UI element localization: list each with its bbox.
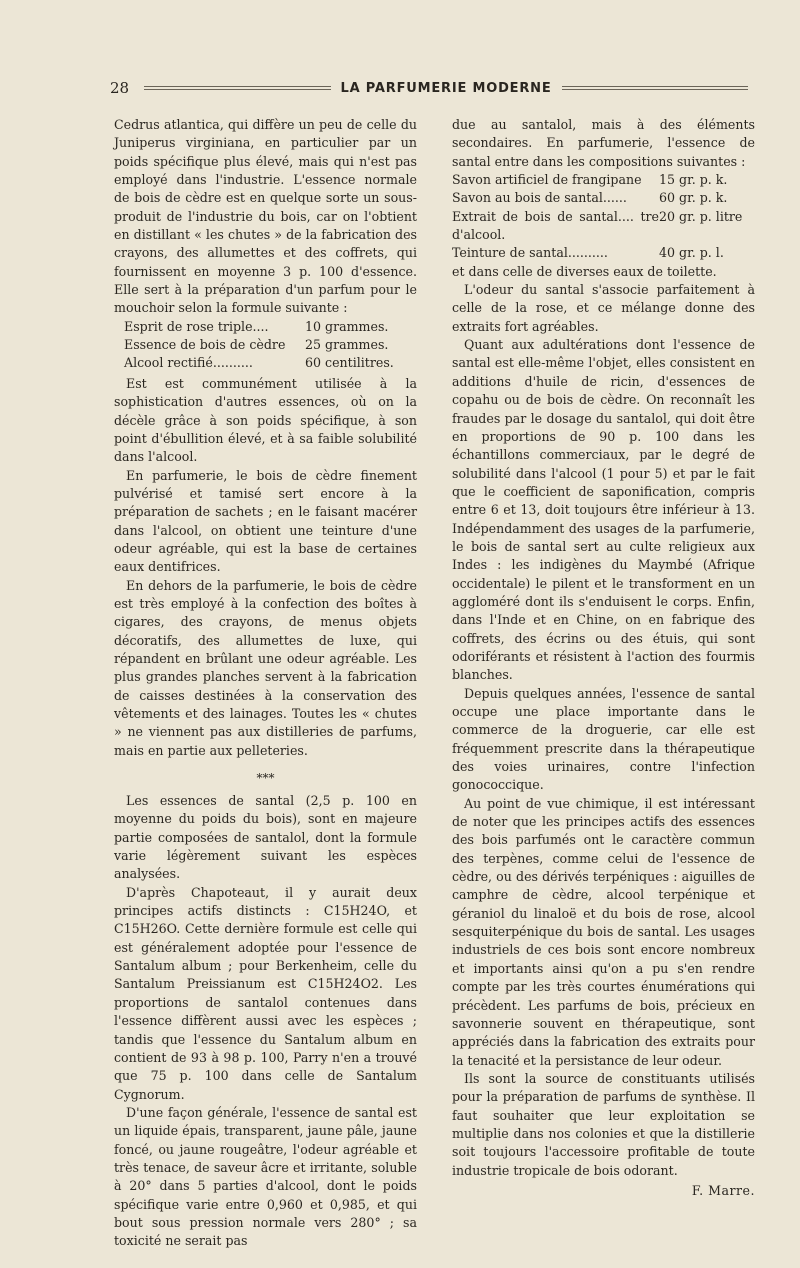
- paragraph: En dehors de la parfumerie, le bois de cèdre est très employé à la confection des boîtes à cigares, des crayons, de menus objets décoratifs, des allumettes de luxe, qui répandent en brûlant une odeur agréable. Les plus grandes planches servent à la fabrication de caisses destinées à la conservation des vêtements et des lainages. Toutes les « chutes » ne viennent pas aux distilleries de parfums, mais en partie aux pelleteries.: [114, 577, 417, 758]
- paragraph: En parfumerie, le bois de cèdre finement pulvérisé et tamisé sert encore à la préparation de sachets ; en le faisant macérer dans l'alcool, on obtient une teinture d'une odeur agréable, qui est la base de certaines eaux dentifrices.: [114, 467, 417, 575]
- composition-name: Teinture de santal..........: [452, 245, 608, 261]
- composition-row: [452, 189, 755, 207]
- composition-row: [452, 171, 755, 189]
- running-header: [110, 76, 758, 100]
- formula-row: [124, 318, 417, 336]
- formula-row: [124, 336, 417, 354]
- ingredient: Essence de bois de cèdre: [124, 337, 286, 353]
- ingredient: Alcool rectifié..........: [124, 355, 253, 371]
- right-column: [452, 116, 755, 1200]
- journal-title: LA PARFUMERIE MODERNE: [340, 80, 552, 96]
- paragraph: L'odeur du santal s'associe parfaitement à celle de la rose, et ce mélange donne des extraits fort agréables.: [452, 282, 755, 334]
- paragraph: due au santalol, mais à des éléments secondaires. En parfumerie, l'essence de santal entre dans les compositions suivantes :: [452, 117, 755, 169]
- paragraph: Cedrus atlantica, qui diffère un peu de celle du Juniperus virginiana, en particulier par un poids spécifique plus élevé, mais qui n'est pas employé dans l'industrie. L'essence normale de bois de cèdre est en quelque sorte un sous-produit de l'industrie du bois, car on l'obtient en distillant « les chutes » de la fabrication des crayons, des allumettes et des coffrets, qui fournissent en moyenne 3 p. 100 d'essence. Elle sert à la préparation d'un parfum pour le mouchoir selon la formule suivante :: [114, 117, 417, 316]
- ingredient: Esprit de rose triple....: [124, 318, 269, 334]
- paragraph: Quant aux adultérations dont l'essence de santal est elle-même l'objet, elles consistent en additions d'huile de ricin, d'essences de copahu ou de bois de cèdre. On reconnaît les fraudes par le dosage du santalol, qui doit être en proportions de 90 p. 100 dans les échantillons commerciaux, par le degré de solubilité dans l'alcool (1 pour 5) et par le fait que le coefficient de saponification, compris entre 6 et 13, doit toujours être inférieur à 13. Indépendamment des usages de la parfumerie, le bois de santal sert au culte religieux aux Indes : les indigènes du Maymbé (Afrique occidentale) le pilent et le transforment en un aggloméré dont ils s'enduisent le corps. Enfin, dans l'Inde et en Chine, on en fabrique des coffrets, des écrins ou des étuis, qui sont odoriférants et résistent à l'action des fourmis blanches.: [452, 337, 755, 683]
- quantity: 20 gr. p. litre: [659, 208, 743, 224]
- quantity: 40 gr. p. l.: [659, 245, 724, 261]
- header-rule-left: [144, 86, 331, 90]
- page-number: 28: [110, 79, 130, 97]
- composition-name: Savon artificiel de frangipane: [452, 172, 642, 188]
- formula-table: [124, 318, 417, 373]
- composition-row: [452, 208, 755, 245]
- paragraph: et dans celle de diverses eaux de toilette.: [452, 263, 717, 279]
- composition-name: Extrait de bois de santal.... tre d'alcool.: [452, 208, 659, 243]
- paragraph: Depuis quelques années, l'essence de santal occupe une place importante dans le commerce de la droguerie, car elle est fréquemment prescrite dans la thérapeutique des voies urinaires, contre l'infection gonococcique.: [452, 685, 755, 793]
- formula-row: [124, 354, 417, 372]
- paragraph: Est est communément utilisée à la sophistication d'autres essences, où on la décèle grâce à son poids spécifique, à son point d'ébullition élevé, et à sa faible solubilité dans l'alcool.: [114, 375, 417, 465]
- paragraph: D'après Chapoteaut, il y aurait deux principes actifs distincts : C15H24O, et C15H26O. Cette dernière formule est celle qui est généralement adoptée pour l'essence de Santalum album ; pour Berkenheim, celle du Santalum Preissianum est C15H24O2. Les proportions de santalol contenues dans l'essence diffèrent aussi avec les espèces ; tandis que l'essence du Santalum album en contient de 93 à 98 p. 100, Parry n'en a trouvé que 75 p. 100 dans celle de Santalum Cygnorum.: [114, 884, 417, 1102]
- section-separator: ***: [256, 771, 275, 786]
- composition-name: Savon au bois de santal......: [452, 190, 627, 206]
- paragraph: D'une façon générale, l'essence de santal est un liquide épais, transparent, jaune pâle, jaune foncé, ou jaune rougeâtre, l'odeur agréable et très tenace, de saveur âcre et irritante, soluble à 20° dans 5 parties d'alcool, dont le poids spécifique varie entre 0,960 et 0,985, et qui bout sous pression normale vers 280° ; sa toxicité ne serait pas: [114, 1104, 417, 1249]
- quantity: 25 grammes.: [305, 337, 389, 353]
- quantity: 10 grammes.: [305, 318, 389, 334]
- header-rule-right: [562, 86, 749, 90]
- paragraph: Ils sont la source de constituants utilisés pour la préparation de parfums de synthèse. Il faut souhaiter que leur exploitation se multiplie dans nos colonies et que la distillerie soit toujours l'accessoire profitable de toute industrie tropicale de bois odorant.: [452, 1070, 755, 1178]
- left-column: [114, 116, 417, 1251]
- paragraph: Les essences de santal (2,5 p. 100 en moyenne du poids du bois), sont en majeure partie composées de santalol, dont la formule varie légèrement suivant les espèces analysées.: [114, 793, 417, 882]
- quantity: 60 gr. p. k.: [659, 190, 728, 206]
- paragraph: Au point de vue chimique, il est intéressant de noter que les principes actifs des essences des bois parfumés ont le caractère commun des terpènes, comme celui de l'essence de cèdre, ou des dérivés terpéniques : aiguilles de camphre de cèdre, alcool terpénique et géraniol du linaloë et du bois de rose, alcool sesquiterpénique du bois de santal. Les usages industriels de ces bois sont encore nombreux et importants ainsi qu'on a pu s'en rendre compte par les très courtes énumérations qui précèdent. Les parfums de bois, précieux en savonnerie souvent en thérapeutique, sont appréciés dans la fabrication des extraits pour la tenacité et la persistance de leur odeur.: [452, 795, 755, 1068]
- composition-list: [452, 171, 755, 263]
- quantity: 15 gr. p. k.: [659, 172, 728, 188]
- quantity: 60 centilitres.: [305, 355, 394, 371]
- composition-row: [452, 244, 755, 262]
- author-signature: F. Marre.: [691, 1182, 755, 1198]
